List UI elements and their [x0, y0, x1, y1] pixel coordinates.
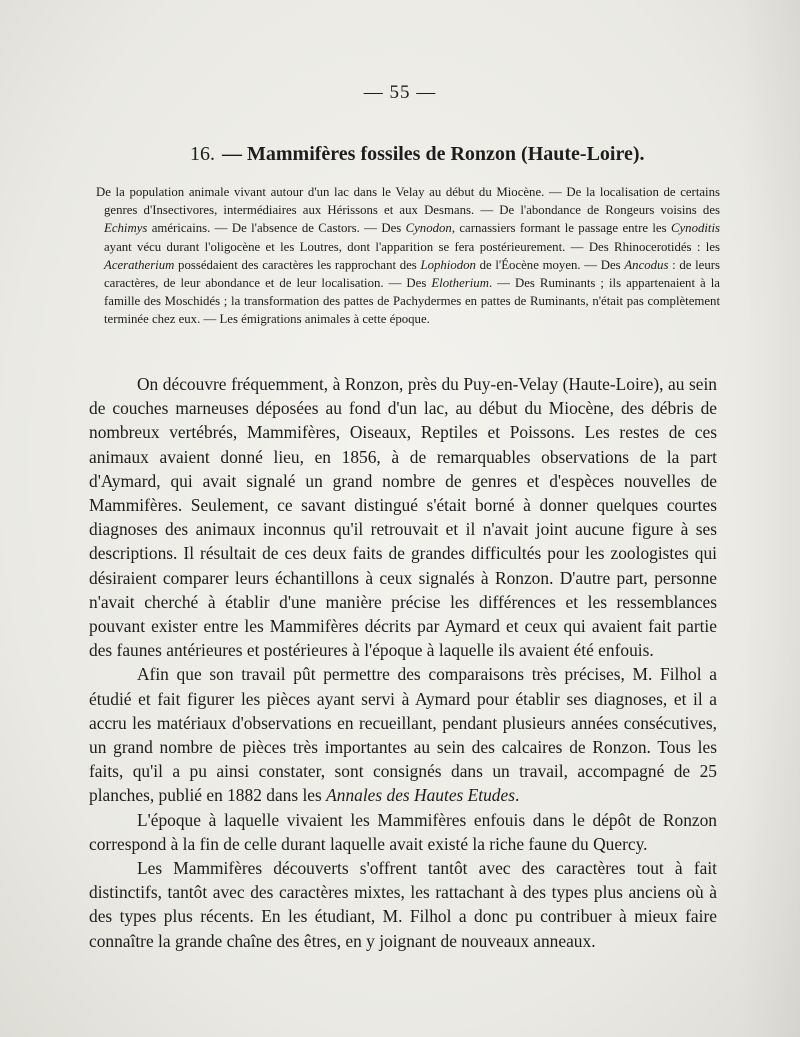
- journal-title: Annales des Hautes Etudes: [326, 785, 515, 806]
- abstract-genus: Cynoditis: [670, 221, 721, 236]
- abstract-text: américains. — De l'absence de Castors. — Des: [147, 221, 406, 236]
- abstract-genus: Aceratherium: [104, 257, 175, 272]
- page-number: — 55 —: [363, 82, 437, 103]
- paragraph-1: On découvre fréquemment, à Ronzon, près du Puy-en-Velay (Haute-Loire), au sein de couches marneuses déposées au fond d'un lac, au début du Miocène, des débris de nombreux vertébrés, Mammifères, Oiseaux, Reptiles et Poissons. Les restes de ces animaux avaient donné lieu, en 1856, à de remarquables observations de la part d'Aymard, qui avait signalé un grand nombre de genres et d'espèces nouvelles de Mammifères. Seulement, ce savant distingué s'était borné à donner quelques courtes diagnoses des animaux inconnus qu'il retrouvait et il n'avait joint aucune figure à ses descriptions. Il résultait de ces deux faits de grandes difficultés pour les zoologistes qui désiraient comparer leurs échantillons à ceux signalés à Ronzon. D'autre part, personne n'avait cherché à établir d'une manière précise les différences et les ressemblances pouvant exister entre les Mammifères décrits par Aymard et ceux qui avaient fait partie des faunes antérieures et postérieures à l'époque à laquelle ils avaient été enfouis.: [89, 374, 717, 661]
- abstract-genus: Elotherium: [431, 276, 489, 291]
- abstract-text: . — Des Ruminants ; ils appartenaient à la famille des Moschidés ; la transformation des pattes de Pachydermes en pattes de Ruminants, n'était pas complètement terminée chez eux. — Les émigrations animales à cette époque.: [104, 276, 720, 327]
- paragraph-2-text: Afin que son travail pût permettre des comparaisons très précises, M. Filhol a étudié et fait figurer les pièces ayant servi à Aymard pour établir ses diagnoses, et il a accru les matériaux d'observations en recueillant, pendant plusieurs années consécutives, un grand nombre de pièces très importantes au sein des calcaires de Ronzon. Tous les faits, qu'il a pu ainsi constater, sont consignés dans un travail, accompagné de 25 planches, publié en 1882 dans les: [89, 664, 717, 806]
- abstract-text: possédaient des caractères les rapprochant des: [174, 257, 421, 272]
- section-number: 16.: [190, 143, 215, 165]
- paragraph-4: Les Mammifères découverts s'offrent tantôt avec des caractères tout à fait distinctifs, tantôt avec des caractères mixtes, les rattachant à des types plus anciens où à des types plus récents. En les étudiant, M. Filhol a donc pu contribuer à mieux faire connaître la grande chaîne des êtres, en y joignant de nouveaux anneaux.: [89, 858, 717, 951]
- paragraph-2: [89, 662, 717, 807]
- section-abstract: [96, 183, 720, 329]
- abstract-text: de l'Éocène moyen. — Des: [475, 257, 625, 272]
- abstract-genus: Echimys: [104, 221, 148, 236]
- abstract-text: ayant vécu durant l'oligocène et les Loutres, dont l'apparition se fera postérieurement. — Des Rhinocerotidés : les: [104, 239, 720, 254]
- abstract-genus: Ancodus: [624, 257, 669, 272]
- abstract-text: De la population animale vivant autour d'un lac dans le Velay au début du Miocène. — De la localisation de certains genres d'Insectivores, intermédiaires aux Hérissons et aux Desmans. — De l'abondance de Rongeurs voisins des: [96, 185, 720, 218]
- paragraph-2-end: .: [515, 785, 520, 806]
- section-title: [190, 143, 645, 166]
- abstract-text: : de leurs caractères, de leur abondance et de leur localisation. — Des: [104, 257, 721, 291]
- paragraph-3: L'époque à laquelle vivaient les Mammifères enfouis dans le dépôt de Ronzon correspond à la fin de celle durant laquelle avait existé la riche faune du Quercy.: [89, 809, 717, 854]
- body-text: [89, 372, 717, 953]
- abstract-genus: Cynodon: [405, 221, 452, 236]
- section-title-text: — Mammifères fossiles de Ronzon (Haute-Loire).: [222, 143, 645, 165]
- abstract-genus: Lophiodon: [420, 257, 476, 272]
- abstract-text: , carnassiers formant le passage entre les: [451, 221, 671, 236]
- page-edge-shadow: [740, 0, 800, 1037]
